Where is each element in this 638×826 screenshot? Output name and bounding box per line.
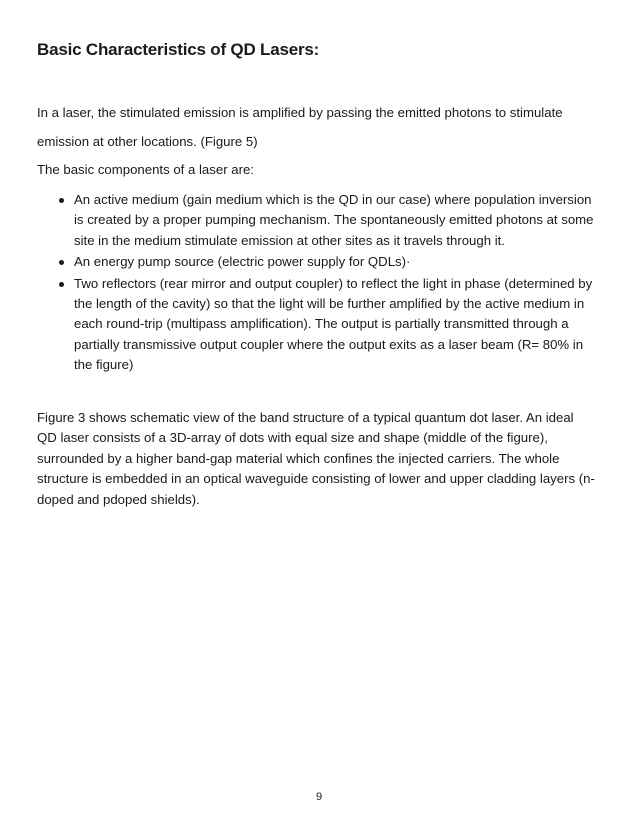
list-item-text: An active medium (gain medium which is the QD in our case) where population inversion is created by a proper pumping mechanism. The spontaneously emitted photons at some site in the medium stimulate emission at other sites as it travels through it. [74,192,594,248]
list-item-text: An energy pump source (electric power supply for QDLs)· [74,254,411,270]
bullet-icon [59,260,64,265]
page-number: 9 [315,791,323,803]
components-intro: The basic components of a laser are: [37,162,254,177]
figure-description-paragraph: Figure 3 shows schematic view of the band structure of a typical quantum dot laser. An ideal QD laser consists of a 3D-array of dots with equal size and shape (middle of the figure), surrounded by a higher band-gap material which confines the injected carriers. The whole structure is embedded in an optical waveguide consisting of lower and upper cladding layers (n-doped and pdoped shields). [37,410,595,507]
list-item [37,190,602,251]
components-list [37,190,602,377]
intro-paragraph: In a laser, the stimulated emission is amplified by passing the emitted photons to stimulate emission at other locations. (Figure 5) [37,105,563,149]
bullet-icon [59,198,64,203]
section-heading: Basic Characteristics of QD Lasers: [37,40,320,59]
list-item [37,252,602,272]
list-item-text: Two reflectors (rear mirror and output coupler) to reflect the light in phase (determined by the length of the cavity) so that the light will be further amplified by the active medium in each round-trip (multipass amplification). The output is partially transmitted through a partially transmissive output coupler where the output exits as a laser beam (R= 80% in the figure) [74,275,593,373]
list-item [37,274,602,376]
bullet-icon [59,282,64,287]
